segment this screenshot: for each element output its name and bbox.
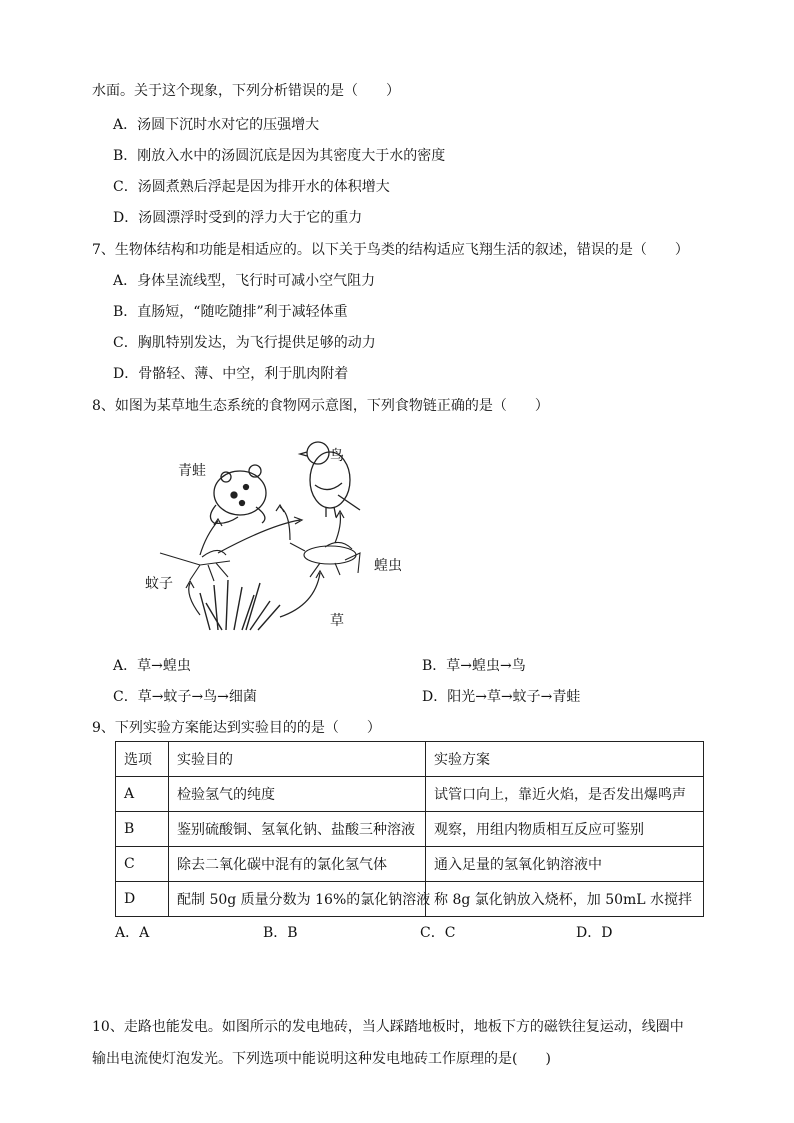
table-header-row [116, 742, 704, 777]
locust-illustration [290, 542, 360, 577]
table-row [116, 882, 704, 917]
q9-answer-a: A．A [115, 925, 150, 941]
q8-option-a: A．草→蝗虫 [113, 658, 191, 674]
q7-option-a: A．身体呈流线型，飞行时可减小空气阻力 [113, 273, 376, 289]
q10-stem-line2: 输出电流使灯泡发光。下列选项中能说明这种发电地砖工作原理的是( ) [92, 1051, 551, 1067]
q9-answer-c: C．C [420, 925, 456, 941]
frog-illustration [210, 465, 266, 523]
label-grass: 草 [330, 613, 344, 629]
row-plan: 试管口向上，靠近火焰，是否发出爆鸣声 [426, 777, 704, 812]
row-purpose: 除去二氧化碳中混有的氯化氢气体 [169, 847, 426, 882]
header-plan: 实验方案 [426, 742, 704, 777]
q8-option-c: C．草→蚊子→鸟→细菌 [113, 689, 257, 705]
row-purpose: 配制 50g 质量分数为 16%的氯化钠溶液 [169, 882, 426, 917]
food-web-figure [130, 425, 402, 640]
q10-stem-line1: 10、走路也能发电。如图所示的发电地砖，当人踩踏地板时，地板下方的磁铁往复运动，线圈中 [92, 1019, 684, 1035]
table-row [116, 812, 704, 847]
q6-option-c: C．汤圆煮熟后浮起是因为排开水的体积增大 [113, 179, 390, 195]
table-row [116, 777, 704, 812]
header-purpose: 实验目的 [169, 742, 426, 777]
experiment-table [115, 741, 704, 917]
q9-answer-b: B．B [263, 925, 298, 941]
food-web-arrows [186, 505, 344, 617]
row-option: A [116, 777, 169, 812]
q7-option-c: C．胸肌特别发达，为飞行提供足够的动力 [113, 335, 376, 351]
row-plan: 称 8g 氯化钠放入烧杯，加 50mL 水搅拌 [426, 882, 704, 917]
label-mosquito: 蚊子 [145, 576, 173, 592]
row-option: C [116, 847, 169, 882]
label-locust: 蝗虫 [374, 558, 402, 574]
label-bird: 鸟 [330, 448, 344, 464]
q9-stem: 9、下列实验方案能达到实验目的的是（ ） [92, 720, 381, 736]
row-plan: 观察，用组内物质相互反应可鉴别 [426, 812, 704, 847]
header-option: 选项 [116, 742, 169, 777]
table-row [116, 847, 704, 882]
q7-option-b: B．直肠短，“随吃随排”利于减轻体重 [113, 304, 348, 320]
q8-stem: 8、如图为某草地生态系统的食物网示意图，下列食物链正确的是（ ） [92, 398, 549, 414]
q7-stem: 7、生物体结构和功能是相适应的。以下关于鸟类的结构适应飞翔生活的叙述，错误的是（ ） [92, 242, 689, 258]
grass-illustration [200, 580, 280, 630]
q6-option-a: A．汤圆下沉时水对它的压强增大 [113, 117, 320, 133]
row-option: B [116, 812, 169, 847]
row-plan: 通入足量的氢氧化钠溶液中 [426, 847, 704, 882]
q8-option-b: B．草→蝗虫→鸟 [422, 658, 526, 674]
q6-option-d: D．汤圆漂浮时受到的浮力大于它的重力 [113, 210, 363, 226]
row-option: D [116, 882, 169, 917]
q7-option-d: D．骨骼轻、薄、中空，利于肌肉附着 [113, 366, 349, 382]
row-purpose: 检验氢气的纯度 [169, 777, 426, 812]
q9-answer-d: D．D [576, 925, 613, 941]
q8-option-d: D．阳光→草→蚊子→青蛙 [422, 689, 581, 705]
q6-stem: 水面。关于这个现象，下列分析错误的是（ ） [92, 83, 400, 99]
q6-option-b: B．刚放入水中的汤圆沉底是因为其密度大于水的密度 [113, 148, 446, 164]
row-purpose: 鉴别硫酸铜、氢氧化钠、盐酸三种溶液 [169, 812, 426, 847]
label-frog: 青蛙 [178, 463, 206, 479]
